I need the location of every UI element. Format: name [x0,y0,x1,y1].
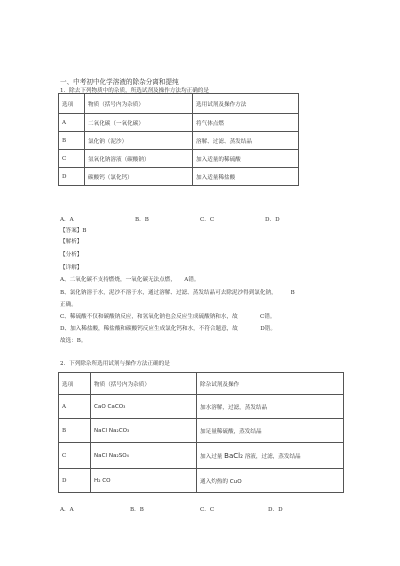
header-cell: 物质（括号内为杂质） [85,94,193,114]
question-2-table [58,372,344,493]
method-cell: 加入适量稀盐酸 [193,168,299,186]
choice-b: B．B [130,507,144,513]
matter-cell: H₂ CO [91,469,197,493]
method-cell: 加水溶解，过滤，蒸发结晶 [197,395,344,419]
method-cell [197,469,344,493]
detail-label: 【详解】 [60,265,83,271]
method-cell: 将气体点燃 [193,114,299,132]
method-text: 通入灼热的 [200,478,228,485]
method-cell [197,443,344,469]
question-2-stem: 2．下列除杂所选用试剂与操作方法正确的是 [60,361,170,367]
option-cell: B [59,419,91,443]
choice-a: A．A [60,507,74,513]
table-row [59,150,299,168]
method-cell: 溶解、过滤、蒸发结晶 [193,132,299,150]
table-row [59,114,299,132]
matter-cell: 氯化钠（泥沙） [85,132,193,150]
option-cell: A [59,114,85,132]
table-row [59,443,344,469]
detail-line: 正确。 [60,302,77,308]
matter-cell: CaO CaCO₃ [91,395,197,419]
matter-cell: 氢氧化钠溶液（碳酸钠） [85,150,193,168]
matter-cell: 碳酸钙（氯化钙） [85,168,193,186]
breakdown-label: 【分析】 [60,252,83,258]
matter-cell: NaCl Na₂CO₃ [91,419,197,443]
reagent-formula: CuO [229,478,242,485]
table-row [59,132,299,150]
header-cell: 选用试剂及操作方法 [193,94,299,114]
choice-d: D．D [268,507,283,513]
method-cell: 加足量稀硫酸，蒸发结晶 [197,419,344,443]
method-cell: 加入适量的稀硫酸 [193,150,299,168]
option-cell: C [59,443,91,469]
header-cell: 物质（括号内为杂质） [91,373,197,395]
method-text: 加入过量 [200,453,223,460]
method-text: 溶液，过滤，蒸发结晶 [244,453,301,460]
option-cell: C [59,150,85,168]
choice-a: A．A [60,217,74,223]
choice-c: C．C [200,217,215,223]
detail-line: A、二氧化碳不支持燃烧，一氧化碳无法点燃， A错。 [60,277,200,283]
reagent-formula: BaCl₂ [224,451,243,460]
detail-line: D、加入稀盐酸，稀盐酸和碳酸钙反应生成氯化钙和水，不符合题意，故 D错。 [60,326,276,332]
table-header-row [59,94,299,114]
table-header-row [59,373,344,395]
table-row [59,168,299,186]
table-row [59,395,344,419]
detail-line: B、氯化钠溶于水，泥沙不溶于水，通过溶解、过滤、蒸发结晶可去除泥沙得到氯化钠， B [60,290,295,296]
answer: 【答案】B [60,228,87,234]
choice-c: C．C [200,507,215,513]
choice-d: D．D [265,217,280,223]
table-row [59,469,344,493]
detail-line: 故选：B。 [60,338,87,344]
question-1-table [58,93,299,186]
header-cell: 选项 [59,94,85,114]
section-title: 一、中考初中化学溶液的除杂分离和提纯 [60,78,179,86]
header-cell: 除杂试剂及操作 [197,373,344,395]
matter-cell: 二氧化碳（一氧化碳） [85,114,193,132]
option-cell: B [59,132,85,150]
analysis-label: 【解析】 [60,239,83,245]
header-cell: 选项 [59,373,91,395]
option-cell: D [59,469,91,493]
choice-b: B．B [135,217,149,223]
matter-cell: NaCl Na₂SO₄ [91,443,197,469]
option-cell: A [59,395,91,419]
question-1-stem: 1．除去下列物质中的杂质，所选试剂及操作方法均正确的是 [60,88,209,94]
option-cell: D [59,168,85,186]
detail-line: C、稀硫酸不仅和碳酸钠反应，和氢氧化钠也会反应生成硫酸钠和水，故 C错。 [60,314,276,320]
table-row [59,419,344,443]
